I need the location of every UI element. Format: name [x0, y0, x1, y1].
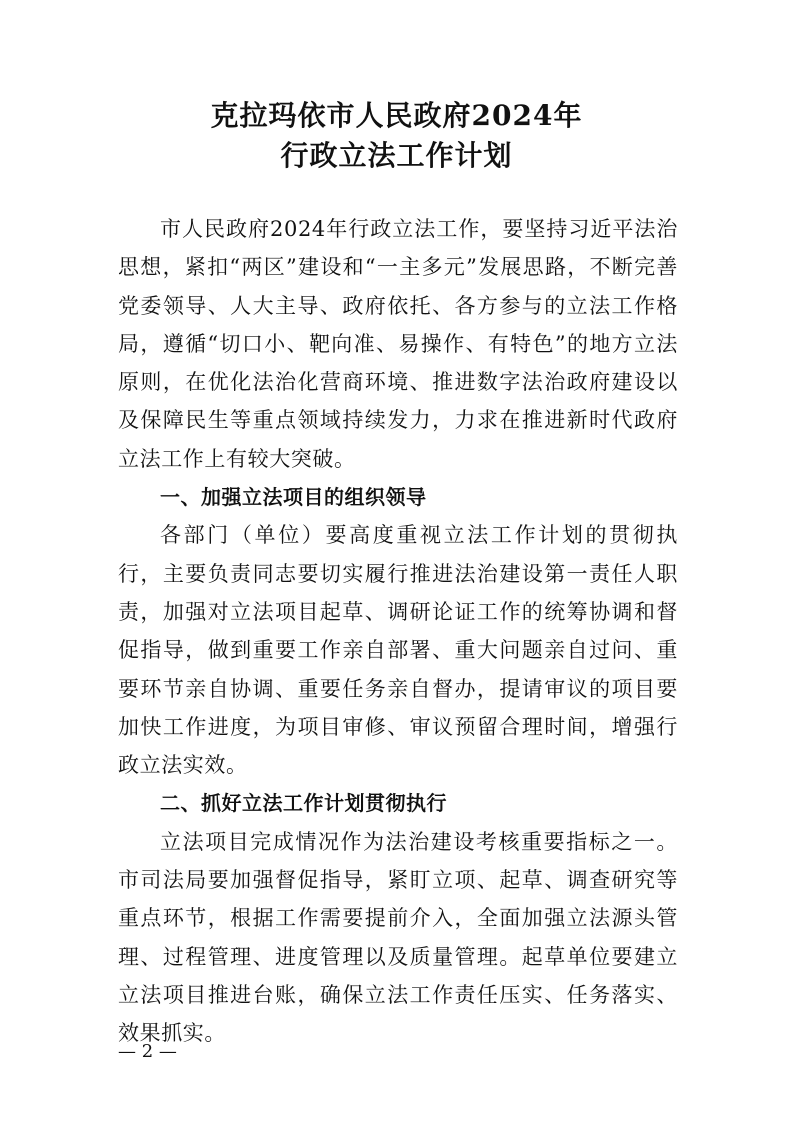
section-1-paragraph: 各部门（单位）要高度重视立法工作计划的贯彻执行，主要负责同志要切实履行推进法治建设第一责任人职责，加强对立法项目起草、调研论证工作的统筹协调和督促指导，做到重要工作亲自部署、重大问题亲自过问、重要环节亲自协调、重要任务亲自督办，提请审议的项目要加快工作进度，为项目审修、审议预留合理时间，增强行政立法实效。	[118, 523, 678, 778]
title-line-2: 行政立法工作计划	[280, 139, 513, 172]
document-title	[0, 96, 793, 176]
document-body	[118, 210, 678, 1053]
title-line-1: 克拉玛依市人民政府2024年	[210, 99, 583, 132]
section-2-paragraph: 立法项目完成情况作为法治建设考核重要指标之一。市司法局要加强督促指导，紧盯立项、起草、调查研究等重点环节，根据工作需要提前介入，全面加强立法源头管理、过程管理、进度管理以及质量管理。起草单位要建立立法项目推进台账，确保立法工作责任压实、任务落实、效果抓实。	[118, 829, 678, 1046]
section-1-heading: 一、加强立法项目的组织领导	[160, 485, 427, 510]
page-number: — 2 —	[118, 1041, 177, 1062]
intro-paragraph: 市人民政府2024年行政立法工作，要坚持习近平法治思想，紧扣“两区”建设和“一主多元”发展思路，不断完善党委领导、人大主导、政府依托、各方参与的立法工作格局，遵循“切口小、靶向准、易操作、有特色”的地方立法原则，在优化法治化营商环境、推进数字法治政府建设以及保障民生等重点领域持续发力，力求在推进新时代政府立法工作上有较大突破。	[118, 217, 678, 471]
section-2-heading: 二、抓好立法工作计划贯彻执行	[160, 791, 447, 816]
